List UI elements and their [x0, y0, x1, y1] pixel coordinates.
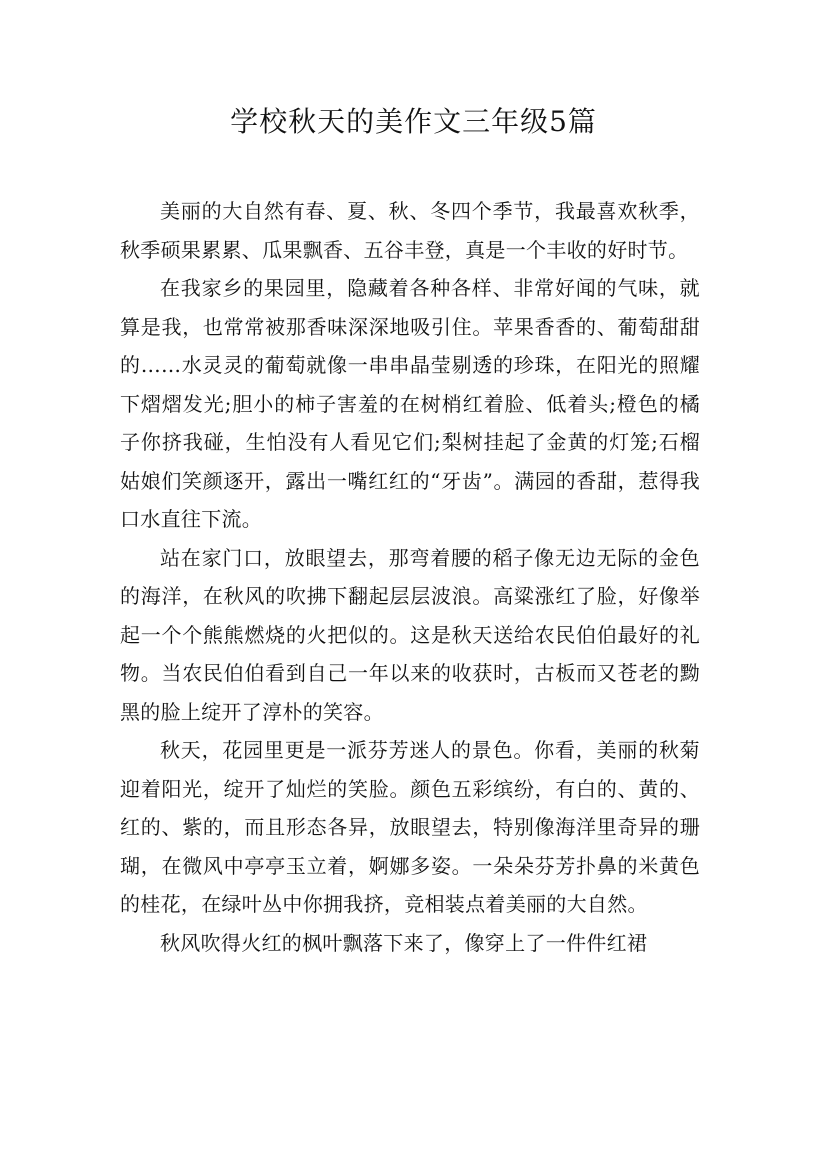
- paragraph-4: 秋天，花园里更是一派芬芳迷人的景色。你看，美丽的秋菊迎着阳光，绽开了灿烂的笑脸。颜色五彩缤纷，有白的、黄的、红的、紫的，而且形态各异，放眼望去，特别像海洋里奇异的珊瑚，在微风中亭亭玉立着，婀娜多姿。一朵朵芬芳扑鼻的米黄色的桂花，在绿叶丛中你拥我挤，竞相装点着美丽的大自然。: [120, 738, 700, 916]
- paragraph-5: 秋风吹得火红的枫叶飘落下来了，像穿上了一件件红裙: [160, 930, 648, 955]
- article-body: [120, 192, 700, 962]
- paragraph-1: 美丽的大自然有春、夏、秋、冬四个季节，我最喜欢秋季，秋季硕果累累、瓜果飘香、五谷丰登，真是一个丰收的好时节。: [120, 199, 700, 262]
- document-title: 学校秋天的美作文三年级5篇: [230, 105, 597, 138]
- paragraph-3: 站在家门口，放眼望去，那弯着腰的稻子像无边无际的金色的海洋，在秋风的吹拂下翻起层层波浪。高粱涨红了脸，好像举起一个个熊熊燃烧的火把似的。这是秋天送给农民伯伯最好的礼物。当农民伯伯看到自己一年以来的收获时，古板而又苍老的黝黑的脸上绽开了淳朴的笑容。: [120, 545, 700, 724]
- paragraph-2: 在我家乡的果园里，隐藏着各种各样、非常好闻的气味，就算是我，也常常被那香味深深地吸引住。苹果香香的、葡萄甜甜的……水灵灵的葡萄就像一串串晶莹剔透的珍珠，在阳光的照耀下熠熠发光;胆小的柿子害羞的在树梢红着脸、低着头;橙色的橘子你挤我碰，生怕没有人看见它们;梨树挂起了金黄的灯笼;石榴姑娘们笑颜逐开，露出一嘴红红的“牙齿”。满园的香甜，惹得我口水直往下流。: [120, 276, 700, 531]
